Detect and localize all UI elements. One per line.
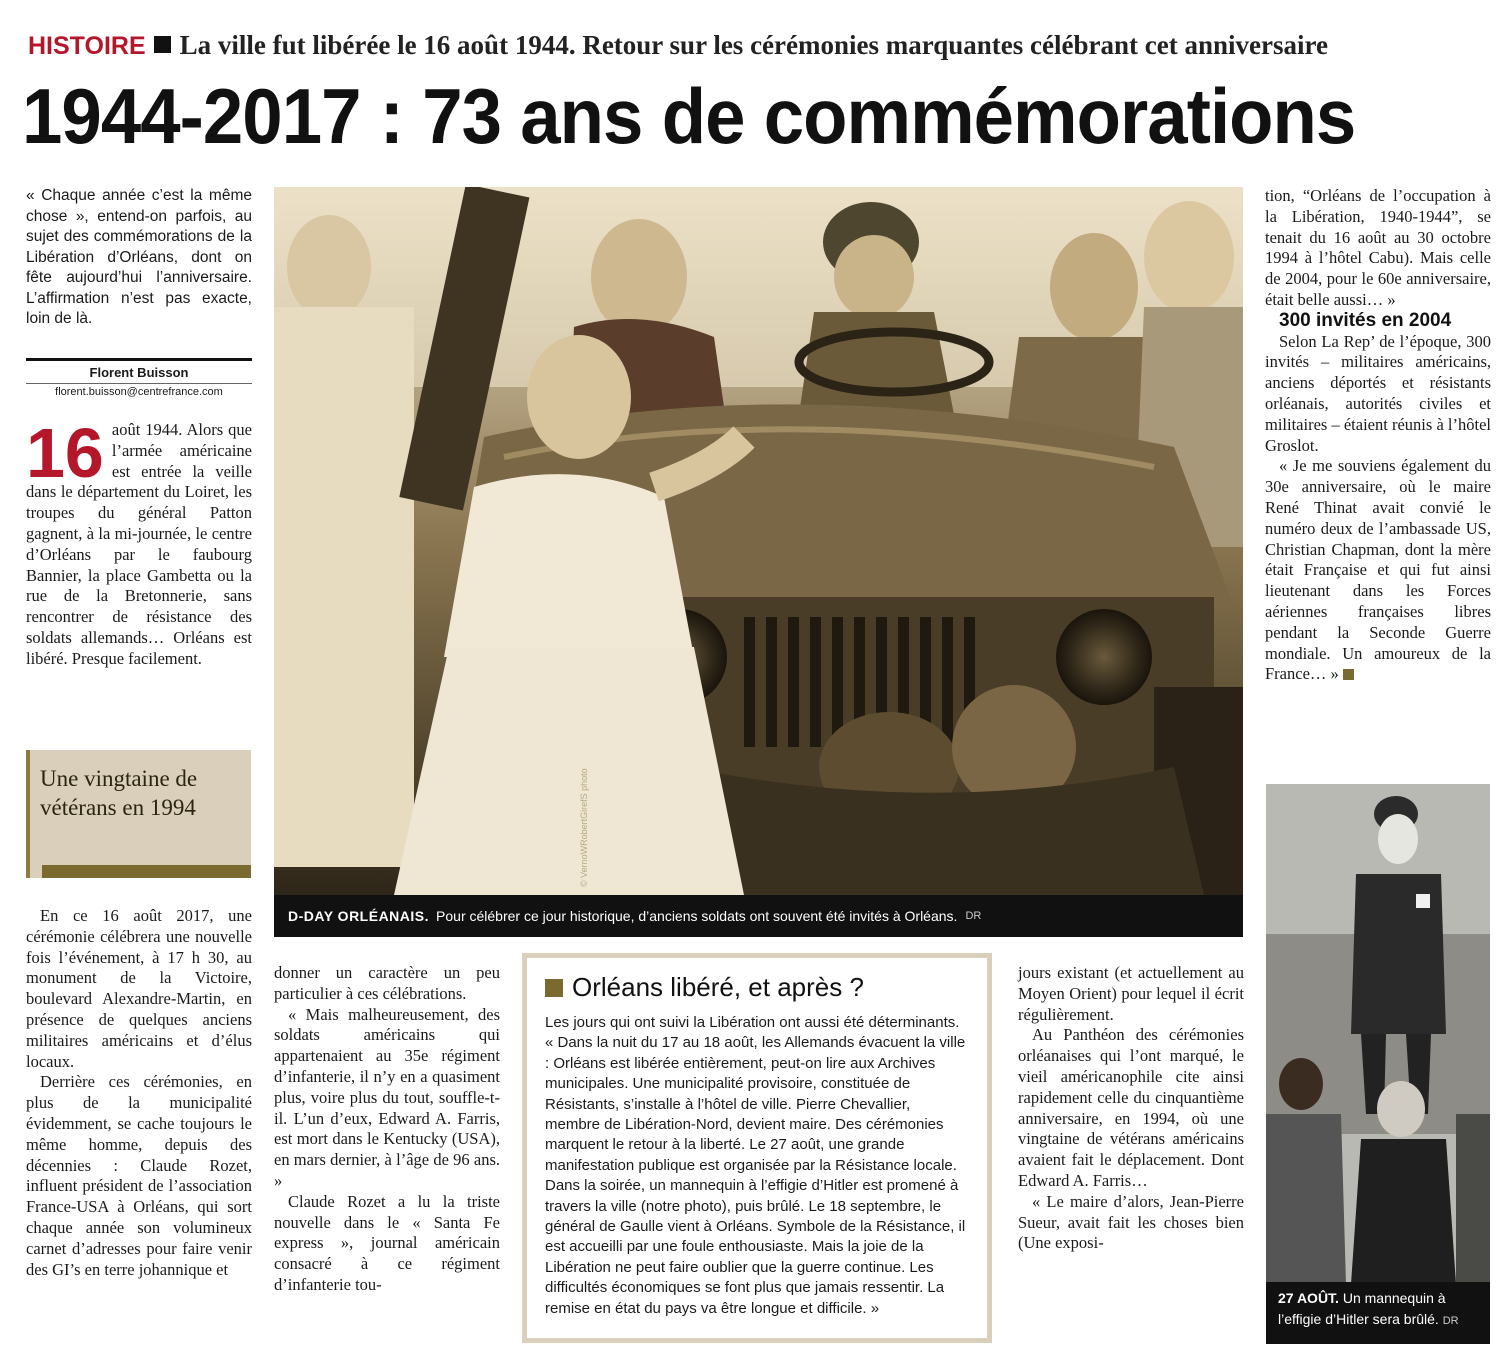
kicker-text: La ville fut libérée le 16 août 1944. Retour sur les cérémonies marquantes célébrant cet anniversaire [179, 30, 1328, 60]
caption-title: 27 AOÛT. [1278, 1290, 1339, 1306]
byline [26, 358, 252, 398]
caption-text: Pour célébrer ce jour historique, d’anciens soldats ont souvent été invités à Orléans. [436, 908, 958, 924]
author-email[interactable]: florent.buisson@centrefrance.com [26, 383, 252, 398]
paragraph: jours existant (et actuellement au Moyen Orient) pour lequel il écrit régulièrement. [1018, 963, 1244, 1024]
caption-title: D-DAY ORLÉANAIS. [288, 908, 430, 924]
effigy-photo [1266, 784, 1490, 1344]
intertitle-bar [42, 865, 251, 878]
column-5 [1265, 186, 1491, 685]
main-photo [274, 187, 1243, 937]
end-square-icon [1343, 669, 1354, 680]
lead-text: août 1944. Alors que l’armée américaine est entrée la veille dans le département du Loiret, les troupes du général Patton gagnent, à la mi-journée, le centre d’Orléans par le faubourg Bannier, la place Gambetta ou la rue de la Bretonnerie, sans rencontrer de résistance des soldats allemands… Orléans est libéré. Presque facilement. [26, 420, 252, 668]
intertitle-2: 300 invités en 2004 [1279, 309, 1452, 331]
paragraph: « Je me souviens également du 30e anniversaire, où le maire René Thinat avait convié le numéro deux de l’ambassade US, Christian Chapman, dont la mère était Française et qui fut ainsi lieutenant dans les Forces aériennes françaises libres pendant la Seconde Guerre mondiale. Un amoureux de la France… » [1265, 456, 1491, 684]
headline: 1944-2017 : 73 ans de commémorations [22, 72, 1356, 160]
effigy-photo-caption [1266, 1282, 1490, 1344]
square-bullet-icon [545, 979, 563, 997]
box-title-text: Orléans libéré, et après ? [572, 972, 864, 1002]
square-bullet-icon [154, 36, 171, 53]
kicker [28, 30, 1488, 64]
intertitle-box [26, 750, 251, 878]
dropcap: 16 [26, 414, 104, 492]
paragraph: « Le maire d’alors, Jean-Pierre Sueur, avait fait les choses bien (Une exposi- [1018, 1191, 1244, 1253]
paragraph: En ce 16 août 2017, une cérémonie célébrera une nouvelle fois l’événement, à 17 h 30, au monument de la Victoire, boulevard Alexandre-Martin, en présence de quelques anciens militaires américains et d’élus locaux. [26, 906, 252, 1071]
effigy-photo-illustration [1266, 784, 1490, 1284]
main-photo-caption [274, 895, 1243, 937]
chapo: « Chaque année c’est la même chose », entend-on parfois, au sujet des commémorations de la Libération d’Orléans, dont on fête aujourd’hui l’anniversaire. L’affirmation n’est pas exacte, loin de là. [26, 187, 252, 327]
paragraph: tion, “Orléans de l’occupation à la Libération, 1940-1944”, se tenait du 16 août au 30 octobre 1994 à l’hôtel Cabu). Mais celle de 2004, pour le 60e anniversaire, était belle aussi… » [1265, 186, 1491, 309]
paragraph: Au Panthéon des cérémonies orléanaises qui l’ont marqué, le vieil américanophile cite ainsi rapidement celle du cinquantième anniversaire, en 1994, où une vingtaine de vétérans américains avaient fait le déplacement. Dont Edward A. Farris… [1018, 1025, 1244, 1190]
column-4 [1018, 963, 1244, 1254]
caption-credit: DR [1442, 1315, 1459, 1327]
paragraph: « Mais malheureusement, des soldats américains qui appartenaient au 35e régiment d’infanterie, il n’y en a quasiment plus, voire plus du tout, souffle-t-il. L’un d’eux, Edward A. Farris, est mort dans le Kentucky (USA), en mars dernier, à l’âge de 96 ans. » [274, 1004, 500, 1190]
sidebar-box [522, 953, 992, 1343]
column-2 [274, 963, 500, 1296]
jeep-photo-illustration [274, 187, 1243, 895]
intertitle-text: Une vingtaine de vétérans en 1994 [40, 766, 198, 820]
box-body: Les jours qui ont suivi la Libération ont aussi été déterminants. « Dans la nuit du 17 au 18 août, les Allemands évacuent la ville : Orléans est libérée entièrement, peut-on lire aux Archives municipales. Une municipalité provisoire, constituée de Résistants, s’installe à l’hôtel de ville. Pierre Chevallier, membre de Libération-Nord, devient maire. Des cérémonies marquent le retour à la liberté. Le 27 août, une grande manifestation publique est organisée par la Résistance locale. Dans la soirée, un mannequin à l’effigie d’Hitler est promené à travers la ville (notre photo), puis brûlé. Le 18 septembre, le général de Gaulle vient à Orléans. Symbole de la Résistance, il est accueilli par une foule enthousiaste. Mais la joie de la Libération ne peut faire oublier que la guerre continue. Les difficultés économiques se font plus que jamais ressentir. La remise en état du pays va être longue et difficile. » [545, 1014, 966, 1317]
box-title [545, 972, 969, 1003]
rubric-label: HISTOIRE [28, 32, 146, 60]
author-name: Florent Buisson [89, 365, 189, 380]
paragraph: Selon La Rep’ de l’époque, 300 invités – militaires américains, anciens déportés et résistants orléanais, autorités civiles et militaires – étaient réunis à l’hôtel Groslot. [1265, 331, 1491, 455]
lead-paragraph [26, 414, 252, 670]
caption-text: Un mannequin à l’effigie d’Hitler sera brûlé. [1278, 1290, 1446, 1327]
paragraph: Derrière ces cérémonies, en plus de la municipalité évidemment, se cache toujours le même homme, depuis des décennies : Claude Rozet, influent président de l’association France-USA à Orléans, qui sort chaque année son volumineux carnet d’adresses pour faire venir des GI’s en terre johannique et [26, 1072, 252, 1279]
caption-credit: DR [965, 910, 982, 922]
column-1 [26, 906, 252, 1280]
paragraph: donner un caractère un peu particulier à ces célébrations. [274, 963, 500, 1003]
paragraph: Claude Rozet a lu la triste nouvelle dans le « Santa Fe express », journal américain consacré à ce régiment d’infanterie tou- [274, 1191, 500, 1294]
photo-credit-vertical: © VernoWRobertGirefS photo [579, 768, 589, 887]
